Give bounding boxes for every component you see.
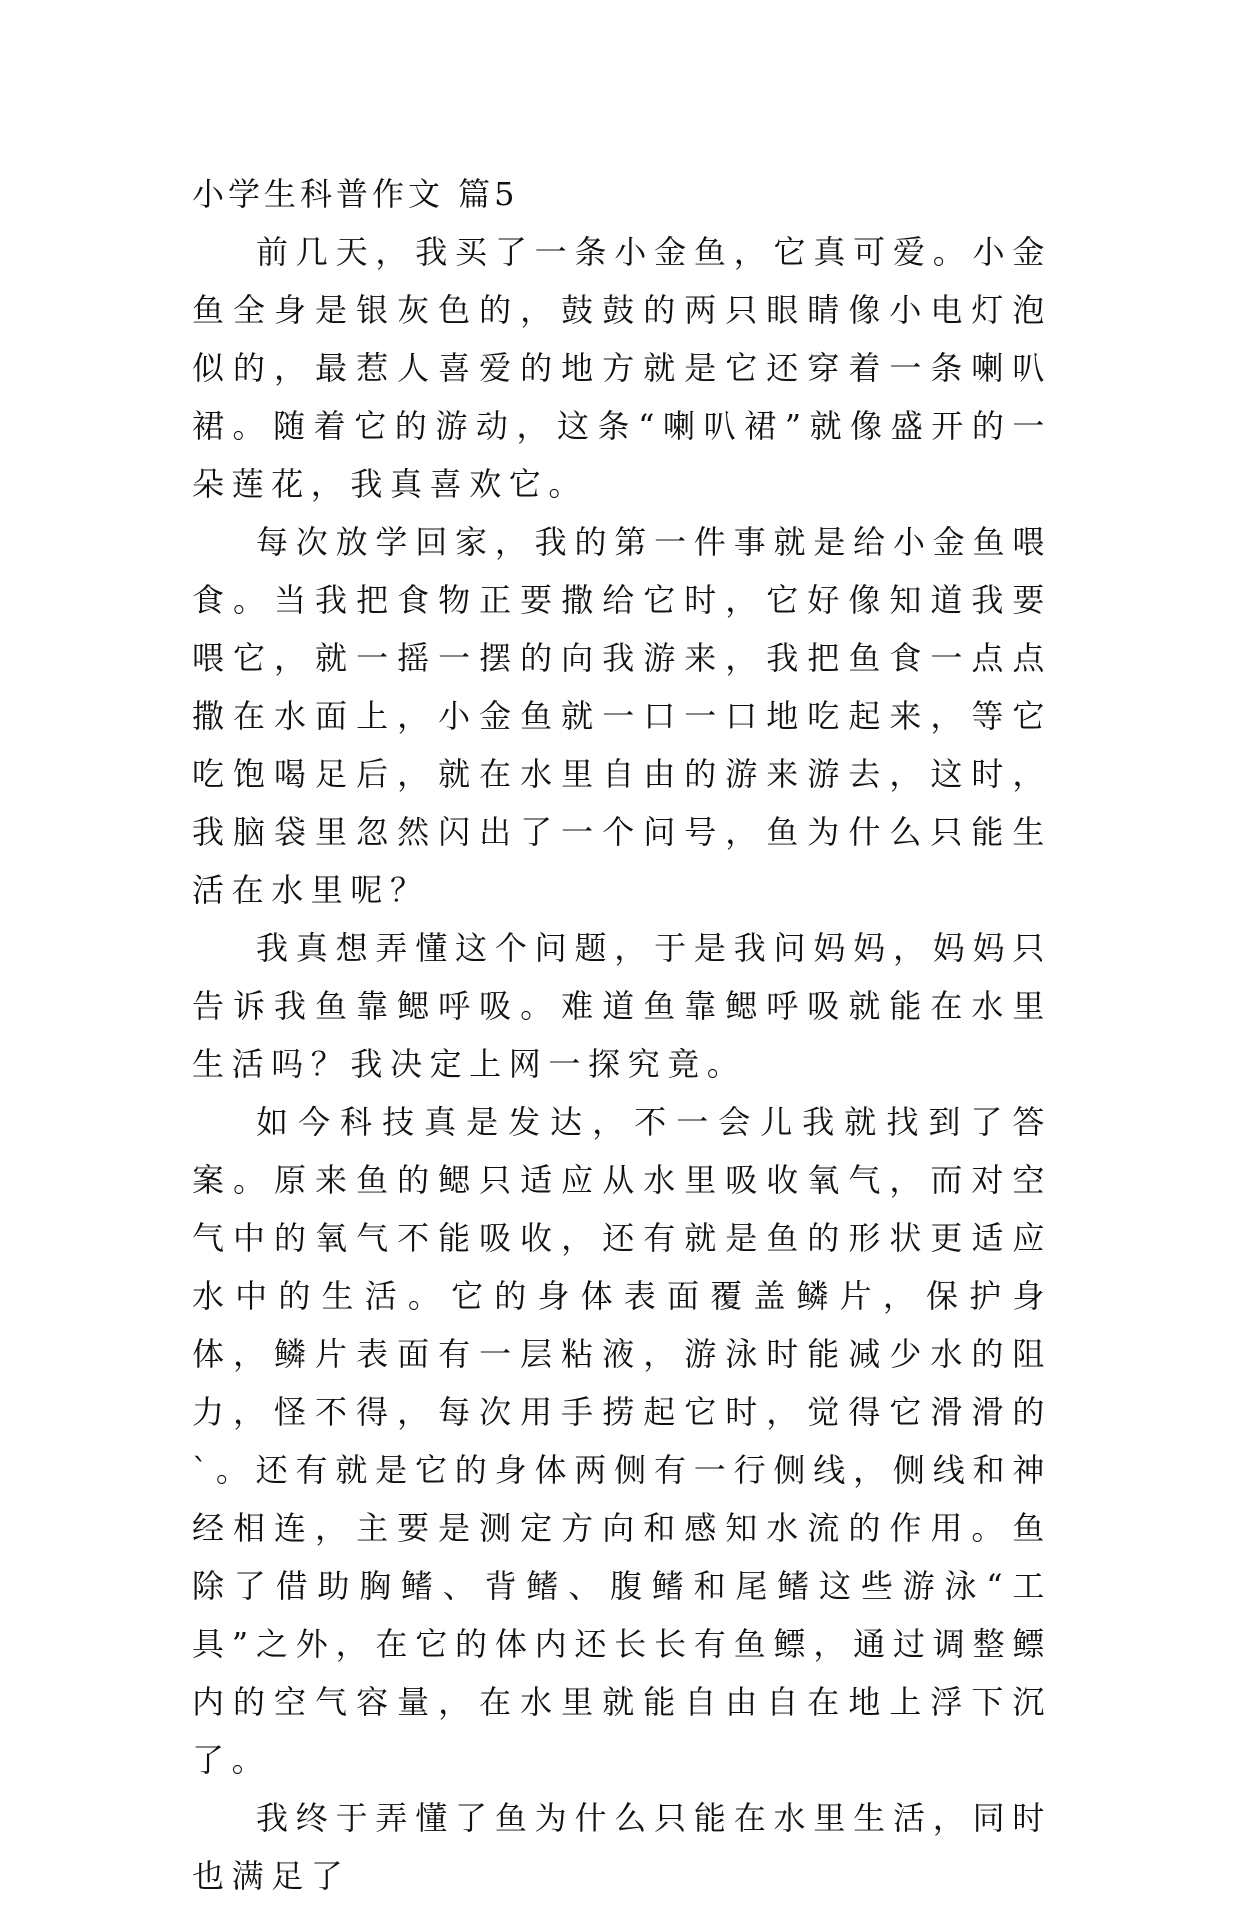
paragraph-5: 我终于弄懂了鱼为什么只能在水里生活，同时也满足了 [192, 1799, 1052, 1895]
paragraph-1: 前几天，我买了一条小金鱼，它真可爱。小金鱼全身是银灰色的，鼓鼓的两只眼睛像小电灯泡似的，最惹人喜爱的地方就是它还穿着一条喇叭裙。随着它的游动，这条“喇叭裙”就像盛开的一朵莲花，我真喜欢它。 [192, 233, 1052, 503]
paragraph-4: 如今科技真是发达，不一会儿我就找到了答案。原来鱼的鳃只适应从水里吸收氧气，而对空气中的氧气不能吸收，还有就是鱼的形状更适应水中的生活。它的身体表面覆盖鳞片，保护身体，鳞片表面有一层粘液，游泳时能减少水的阻力，怪不得，每次用手捞起它时，觉得它滑滑的`。还有就是它的身体两侧有一行侧线，侧线和神经相连，主要是测定方向和感知水流的作用。鱼除了借助胸鳍、背鳍、腹鳍和尾鳍这些游泳“工具”之外，在它的体内还长长有鱼鳔，通过调整鳔内的空气容量，在水里就能自由自在地上浮下沉了。 [192, 1103, 1052, 1779]
paragraph-3: 我真想弄懂这个问题，于是我问妈妈，妈妈只告诉我鱼靠鳃呼吸。难道鱼靠鳃呼吸就能在水里生活吗？我决定上网一探究竟。 [192, 929, 1052, 1083]
document-body [192, 165, 1052, 1905]
paragraph-2: 每次放学回家，我的第一件事就是给小金鱼喂食。当我把食物正要撒给它时，它好像知道我要喂它，就一摇一摆的向我游来，我把鱼食一点点撒在水面上，小金鱼就一口一口地吃起来，等它吃饱喝足后，就在水里自由的游来游去，这时，我脑袋里忽然闪出了一个问号，鱼为什么只能生活在水里呢？ [192, 523, 1052, 909]
document-title: 小学生科普作文 篇5 [192, 175, 519, 213]
